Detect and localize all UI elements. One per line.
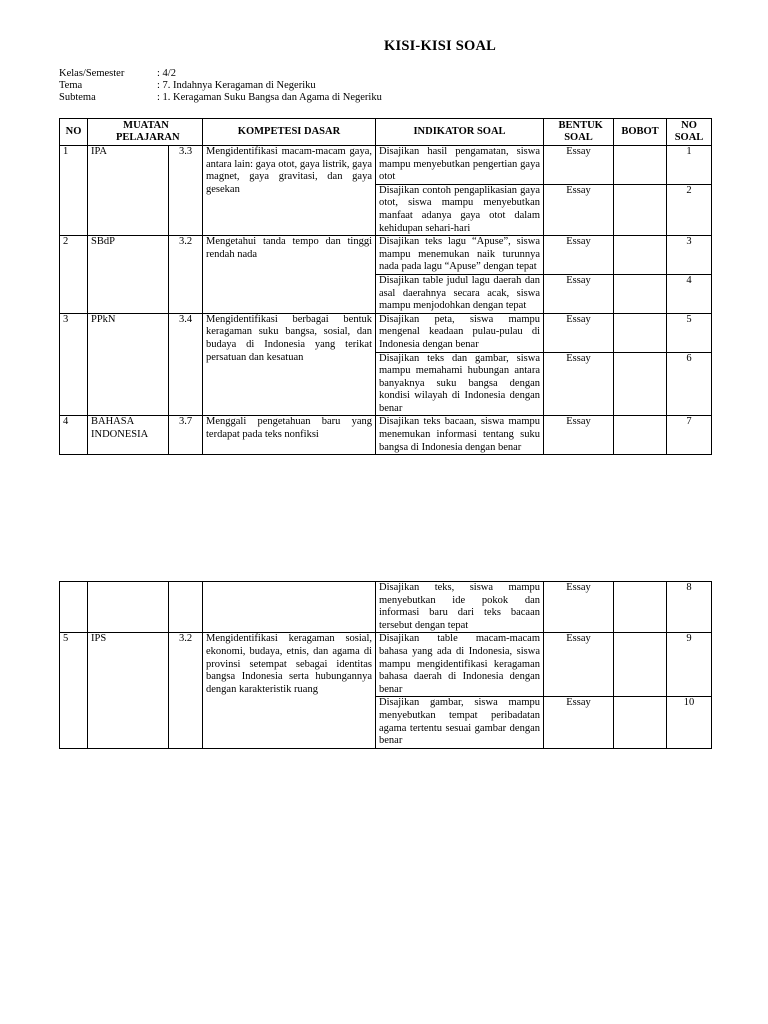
table-row [60,416,712,455]
header-muatan [88,119,203,146]
table-row [60,146,712,185]
cell-nosoal: 9 [667,633,712,697]
cell-no: 4 [60,416,88,455]
cell-nosoal: 10 [667,697,712,748]
header-nosoal-text: NO SOAL [674,119,704,143]
header-kompetensi: KOMPETESI DASAR [203,119,376,146]
kisi-kisi-table-continued [59,581,712,749]
cell-kd-number: 3.2 [169,633,203,748]
cell-bobot [614,633,667,697]
header-indikator: INDIKATOR SOAL [376,119,544,146]
cell-indikator: Disajikan peta, siswa mampu mengenal keadaan pulau-pulau di Indonesia dengan benar [376,313,544,352]
cell-kompetensi [203,582,376,633]
cell-bobot [614,582,667,633]
info-value: : 7. Indahnya Keragaman di Negeriku [157,80,316,91]
document-info [59,68,382,104]
cell-indikator: Disajikan teks bacaan, siswa mampu menemukan informasi tentang suku bangsa di Indonesia dengan benar [376,416,544,455]
cell-nosoal: 7 [667,416,712,455]
header-bobot: BOBOT [614,119,667,146]
cell-no: 1 [60,146,88,236]
info-value: : 4/2 [157,68,176,79]
cell-bobot [614,352,667,416]
header-nosoal [667,119,712,146]
cell-bentuk: Essay [544,416,614,455]
cell-bentuk: Essay [544,633,614,697]
cell-bobot [614,697,667,748]
cell-bentuk: Essay [544,352,614,416]
cell-bobot [614,184,667,235]
cell-kompetensi: Mengetahui tanda tempo dan tinggi rendah nada [203,236,376,314]
cell-bobot [614,313,667,352]
cell-bobot [614,236,667,275]
cell-muatan: PPkN [88,313,169,416]
cell-indikator: Disajikan table judul lagu daerah dan asal daerahnya secara acak, siswa mampu menjodohkan dengan tepat [376,274,544,313]
cell-kompetensi: Menggali pengetahuan baru yang terdapat pada teks nonfiksi [203,416,376,455]
cell-bentuk: Essay [544,184,614,235]
cell-bobot [614,146,667,185]
cell-bentuk: Essay [544,313,614,352]
cell-indikator: Disajikan teks, siswa mampu menyebutkan ide pokok dan informasi baru dari teks bacaan tersebut dengan tepat [376,582,544,633]
cell-no: 5 [60,633,88,748]
cell-bentuk: Essay [544,146,614,185]
header-muatan-text: MUATAN PELAJARAN [116,119,180,143]
table-row [60,582,712,633]
table-row [60,236,712,275]
header-no: NO [60,119,88,146]
cell-bentuk: Essay [544,236,614,275]
cell-kd-number: 3.2 [169,236,203,314]
cell-nosoal: 2 [667,184,712,235]
cell-kompetensi: Mengidentifikasi macam-macam gaya, antara lain: gaya otot, gaya listrik, gaya magnet, gaya gravitasi, dan gaya gesekan [203,146,376,236]
cell-nosoal: 4 [667,274,712,313]
cell-indikator: Disajikan teks dan gambar, siswa mampu memahami hubungan antara banyaknya suku bangsa dengan kondisi wilayah di Indonesia dengan benar [376,352,544,416]
cell-kompetensi: Mengidentifikasi keragaman sosial, ekonomi, budaya, etnis, dan agama di provinsi setempat sebagai identitas bangsa Indonesia serta hubungannya dengan karakteristik ruang [203,633,376,748]
kisi-kisi-table [59,118,712,455]
table-row [60,313,712,352]
cell-nosoal: 1 [667,146,712,185]
cell-muatan: IPA [88,146,169,236]
cell-indikator: Disajikan gambar, siswa mampu menyebutkan tempat peribadatan agama tertentu sesuai gambar dengan benar [376,697,544,748]
info-row-kelas [59,68,382,80]
cell-muatan: BAHASA INDONESIA [88,416,169,455]
table-row [60,633,712,697]
info-label: Tema [59,80,83,91]
document-title: KISI-KISI SOAL [384,38,496,54]
header-bentuk [544,119,614,146]
cell-muatan [88,582,169,633]
info-row-subtema [59,92,382,104]
cell-muatan: SBdP [88,236,169,314]
table-header-row [60,119,712,146]
cell-bentuk: Essay [544,274,614,313]
cell-bentuk: Essay [544,582,614,633]
cell-no: 2 [60,236,88,314]
cell-bentuk: Essay [544,697,614,748]
cell-no: 3 [60,313,88,416]
cell-nosoal: 5 [667,313,712,352]
cell-bobot [614,416,667,455]
header-bentuk-text: BENTUK SOAL [558,119,603,143]
cell-nosoal: 3 [667,236,712,275]
cell-bobot [614,274,667,313]
cell-indikator: Disajikan teks lagu “Apuse”, siswa mampu menemukan naik turunnya nada pada lagu “Apuse” dengan tepat [376,236,544,275]
info-label: Kelas/Semester [59,68,125,79]
cell-kompetensi: Mengidentifikasi berbagai bentuk keragaman suku bangsa, sosial, dan budaya di Indonesia yang terikat persatuan dan kesatuan [203,313,376,416]
info-value: : 1. Keragaman Suku Bangsa dan Agama di Negeriku [157,92,382,103]
cell-kd-number: 3.4 [169,313,203,416]
cell-indikator: Disajikan contoh pengaplikasian gaya otot, siswa mampu menyebutkan manfaat adanya gaya otot dalam kehidupan sehari-hari [376,184,544,235]
cell-muatan: IPS [88,633,169,748]
info-row-tema [59,80,382,92]
cell-no [60,582,88,633]
cell-nosoal: 8 [667,582,712,633]
cell-indikator: Disajikan table macam-macam bahasa yang ada di Indonesia, siswa mampu mengidentifikasi keragaman bahasa daerah di Indonesia dengan benar [376,633,544,697]
cell-kd-number [169,582,203,633]
cell-indikator: Disajikan hasil pengamatan, siswa mampu menyebutkan pengertian gaya otot [376,146,544,185]
cell-kd-number: 3.3 [169,146,203,236]
info-label: Subtema [59,92,96,103]
cell-kd-number: 3.7 [169,416,203,455]
cell-nosoal: 6 [667,352,712,416]
